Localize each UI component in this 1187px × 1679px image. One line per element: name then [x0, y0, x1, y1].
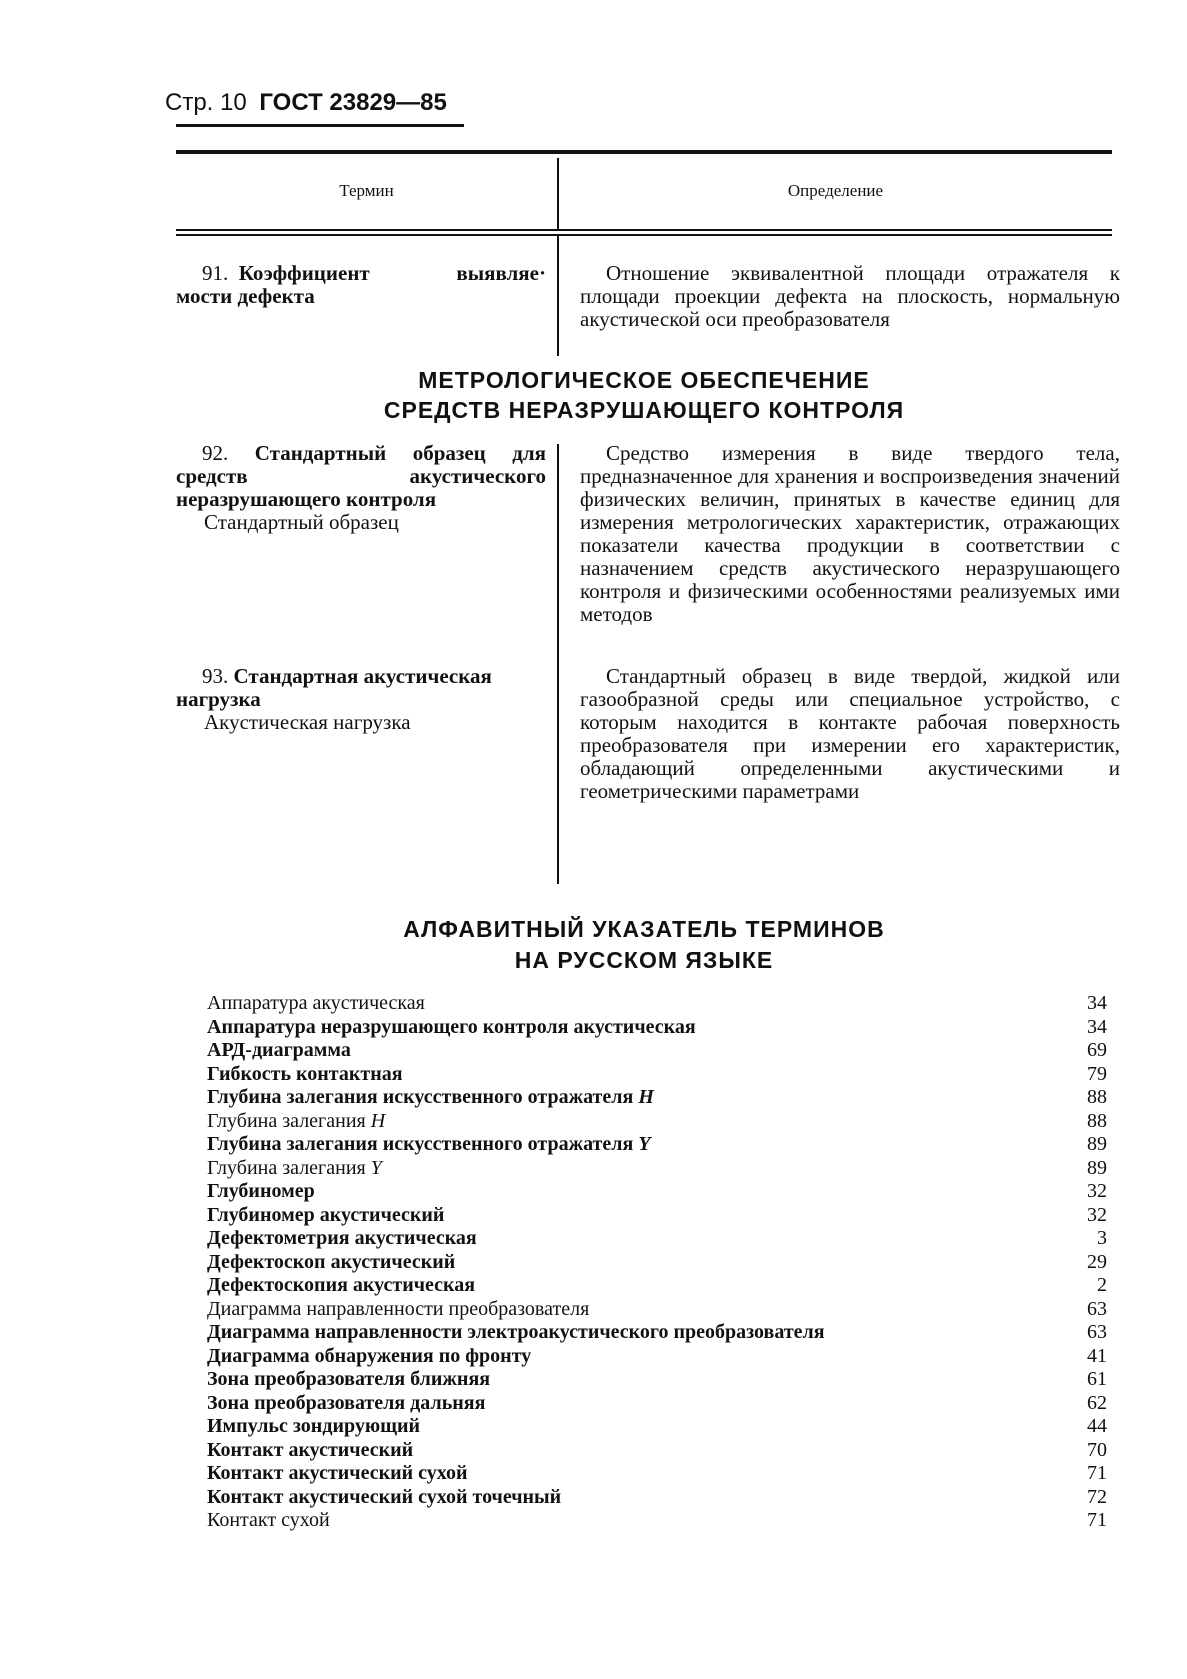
index-term-reference: 71: [1087, 1509, 1107, 1531]
definition-entry-93: [580, 665, 1120, 803]
index-term-reference: 44: [1087, 1415, 1107, 1437]
index-entry: [207, 1063, 1107, 1087]
index-term-reference: 88: [1087, 1086, 1107, 1108]
index-term-reference: 3: [1097, 1227, 1107, 1249]
index-term-reference: 72: [1087, 1485, 1107, 1508]
term-text-line1-a: Коэффициент: [238, 261, 370, 285]
index-term-reference: 63: [1087, 1321, 1107, 1343]
section-title-line2: СРЕДСТВ НЕРАЗРУШАЮЩЕГО КОНТРОЛЯ: [383, 397, 905, 423]
index-term-text: Контакт сухой: [207, 1509, 330, 1531]
index-term-text: Дефектоскоп акустический: [207, 1250, 456, 1273]
column-header-definition: Определение: [787, 181, 884, 200]
index-term-text: Контакт акустический сухой: [207, 1462, 468, 1484]
table-top-rule: [176, 150, 1112, 154]
index-term: [207, 1439, 413, 1463]
index-term: [207, 1063, 403, 1087]
index-term-reference: 32: [1087, 1180, 1107, 1202]
index-term-symbol: H: [370, 1109, 386, 1132]
index-term-reference: 61: [1087, 1368, 1107, 1390]
index-term: [207, 1133, 651, 1157]
index-entry: [207, 1133, 1107, 1157]
index-term-reference: 89: [1087, 1133, 1107, 1155]
index-entry: [207, 1321, 1107, 1345]
term-synonym: Акустическая нагрузка: [204, 710, 411, 734]
index-term-text: Зона преобразователя ближняя: [207, 1368, 491, 1390]
column-divider-header: [557, 158, 559, 229]
column-divider-section-1: [557, 236, 559, 356]
index-term-text: Контакт акустический: [207, 1438, 414, 1461]
index-entry: [207, 1368, 1107, 1392]
index-entry: [207, 1039, 1107, 1063]
index-term: [207, 1204, 444, 1228]
index-term: [207, 1509, 330, 1533]
index-entry: [207, 1415, 1107, 1439]
term-number: 91.: [202, 261, 229, 285]
index-term-reference: 2: [1097, 1274, 1107, 1296]
index-term-text: Импульс зондирующий: [207, 1415, 421, 1437]
index-term-text: Диаграмма направленности преобразователя: [207, 1297, 590, 1320]
index-term-reference: 34: [1087, 1015, 1107, 1038]
term-text-line2: мости дефекта: [176, 284, 315, 308]
index-term-text: Гибкость контактная: [207, 1062, 403, 1085]
index-term-reference: 70: [1087, 1438, 1107, 1461]
definition-entry-91: [580, 262, 1120, 331]
index-entry: [207, 1110, 1107, 1134]
index-entry: [207, 1462, 1107, 1486]
page-header: [165, 88, 465, 118]
index-term-text: Глубина залегания искусственного отражателя: [207, 1133, 634, 1155]
index-entry: [207, 1016, 1107, 1040]
index-entry: [207, 1345, 1107, 1369]
index-term-reference: 32: [1087, 1203, 1107, 1226]
index-term-text: Глубиномер: [207, 1180, 315, 1202]
index-term-text: Дефектоскопия акустическая: [207, 1274, 476, 1296]
index-entry: [207, 1086, 1107, 1110]
index-term: [207, 1298, 589, 1322]
index-term: [207, 1110, 385, 1134]
index-term-text: Дефектометрия акустическая: [207, 1227, 477, 1249]
index-term-reference: 79: [1087, 1062, 1107, 1085]
index-entry: [207, 1509, 1107, 1533]
column-divider-section-2: [557, 444, 559, 884]
index-term: [207, 1251, 455, 1275]
index-term-reference: 63: [1087, 1297, 1107, 1320]
index-term-text: Аппаратура акустическая: [207, 992, 425, 1014]
term-text: Стандартный образец для средств акустического неразрушающего контроля: [176, 441, 546, 511]
index-term: [207, 1227, 477, 1251]
index-term-reference: 41: [1087, 1344, 1107, 1367]
alphabetical-index: [207, 992, 1107, 1533]
column-header-term: Термин: [339, 181, 394, 200]
index-term: [207, 1039, 351, 1063]
term-entry-92: [176, 442, 546, 534]
index-term-reference: 69: [1087, 1039, 1107, 1061]
index-term-text: Диаграмма направленности электроакустического преобразователя: [207, 1321, 825, 1343]
index-term: [207, 1016, 696, 1040]
index-term: [207, 1274, 475, 1298]
index-entry: [207, 1180, 1107, 1204]
term-number: 92.: [202, 441, 229, 465]
term-text: Стандартная акустическая нагрузка: [176, 664, 492, 711]
term-text-line1-b: выявляе·: [456, 261, 546, 285]
index-term: [207, 1086, 654, 1110]
index-entry: [207, 1486, 1107, 1510]
definition-text: Средство измерения в виде твердого тела, предназначенное для хранения и воспроизведения значений физических величин, принятых в качестве единиц для измерения метрологических характеристик, отражающих показатели качества продукции в соответствии с назначением средств акустического неразрушающего контроля и физическими особенностями реализуемых ими методов: [580, 441, 1120, 626]
index-term-symbol: H: [638, 1086, 654, 1108]
index-term-text: Глубина залегания: [207, 1156, 366, 1179]
index-term-text: Глубиномер акустический: [207, 1203, 445, 1226]
index-term-text: АРД-диаграмма: [207, 1039, 351, 1061]
index-term: [207, 1486, 561, 1510]
index-entry: [207, 1439, 1107, 1463]
index-entry: [207, 1157, 1107, 1181]
standard-designation: ГОСТ 23829—85: [259, 89, 447, 116]
index-term-symbol: Y: [638, 1133, 651, 1155]
definition-text: Отношение эквивалентной площади отражателя к площади проекции дефекта на плоскость, нормальную акустической оси преобразователя: [580, 261, 1120, 331]
section-title-line1: МЕТРОЛОГИЧЕСКОЕ ОБЕСПЕЧЕНИЕ: [418, 367, 870, 393]
index-term: [207, 1415, 420, 1439]
index-term-text: Контакт акустический сухой точечный: [207, 1485, 562, 1508]
index-term-reference: 88: [1087, 1109, 1107, 1132]
header-underline: [176, 124, 464, 127]
index-term-text: Глубина залегания искусственного отражателя: [207, 1086, 634, 1108]
index-term: [207, 1157, 382, 1181]
term-synonym: Стандартный образец: [204, 510, 399, 534]
index-entry: [207, 1298, 1107, 1322]
term-entry-91: [176, 262, 546, 308]
index-term-symbol: Y: [370, 1156, 382, 1179]
table-header-rule-second: [176, 234, 1112, 236]
page-number: Стр. 10: [165, 89, 247, 116]
definition-text: Стандартный образец в виде твердой, жидкой или газообразной среды или специальное устройство, с которым находится в контакте рабочая поверхность преобразователя при измерении его характеристик, обладающий определенными акустическими и геометрическими параметрами: [580, 664, 1120, 803]
index-term-reference: 29: [1087, 1250, 1107, 1273]
index-term: [207, 1368, 490, 1392]
index-term-reference: 62: [1087, 1391, 1107, 1414]
term-entry-93: [176, 665, 546, 734]
index-term-reference: 34: [1087, 992, 1107, 1014]
index-term-text: Глубина залегания: [207, 1109, 366, 1132]
index-term-text: Аппаратура неразрушающего контроля акустическая: [207, 1015, 696, 1038]
index-term: [207, 992, 425, 1016]
index-term: [207, 1180, 315, 1204]
index-term-text: Зона преобразователя дальняя: [207, 1391, 486, 1414]
index-entry: [207, 1227, 1107, 1251]
index-term: [207, 1345, 531, 1369]
index-title-line2: НА РУССКОМ ЯЗЫКЕ: [514, 947, 774, 973]
index-title-line1: АЛФАВИТНЫЙ УКАЗАТЕЛЬ ТЕРМИНОВ: [403, 916, 885, 942]
index-entry: [207, 1204, 1107, 1228]
index-entry: [207, 1392, 1107, 1416]
index-term-text: Диаграмма обнаружения по фронту: [207, 1344, 532, 1367]
index-term: [207, 1392, 485, 1416]
index-term-reference: 71: [1087, 1462, 1107, 1484]
index-entry: [207, 1274, 1107, 1298]
index-term-reference: 89: [1087, 1156, 1107, 1179]
index-entry: [207, 992, 1107, 1016]
index-term: [207, 1321, 825, 1345]
index-term: [207, 1462, 468, 1486]
index-entry: [207, 1251, 1107, 1275]
term-number: 93.: [202, 664, 229, 688]
table-header-rule: [176, 229, 1112, 231]
definition-entry-92: [580, 442, 1120, 626]
